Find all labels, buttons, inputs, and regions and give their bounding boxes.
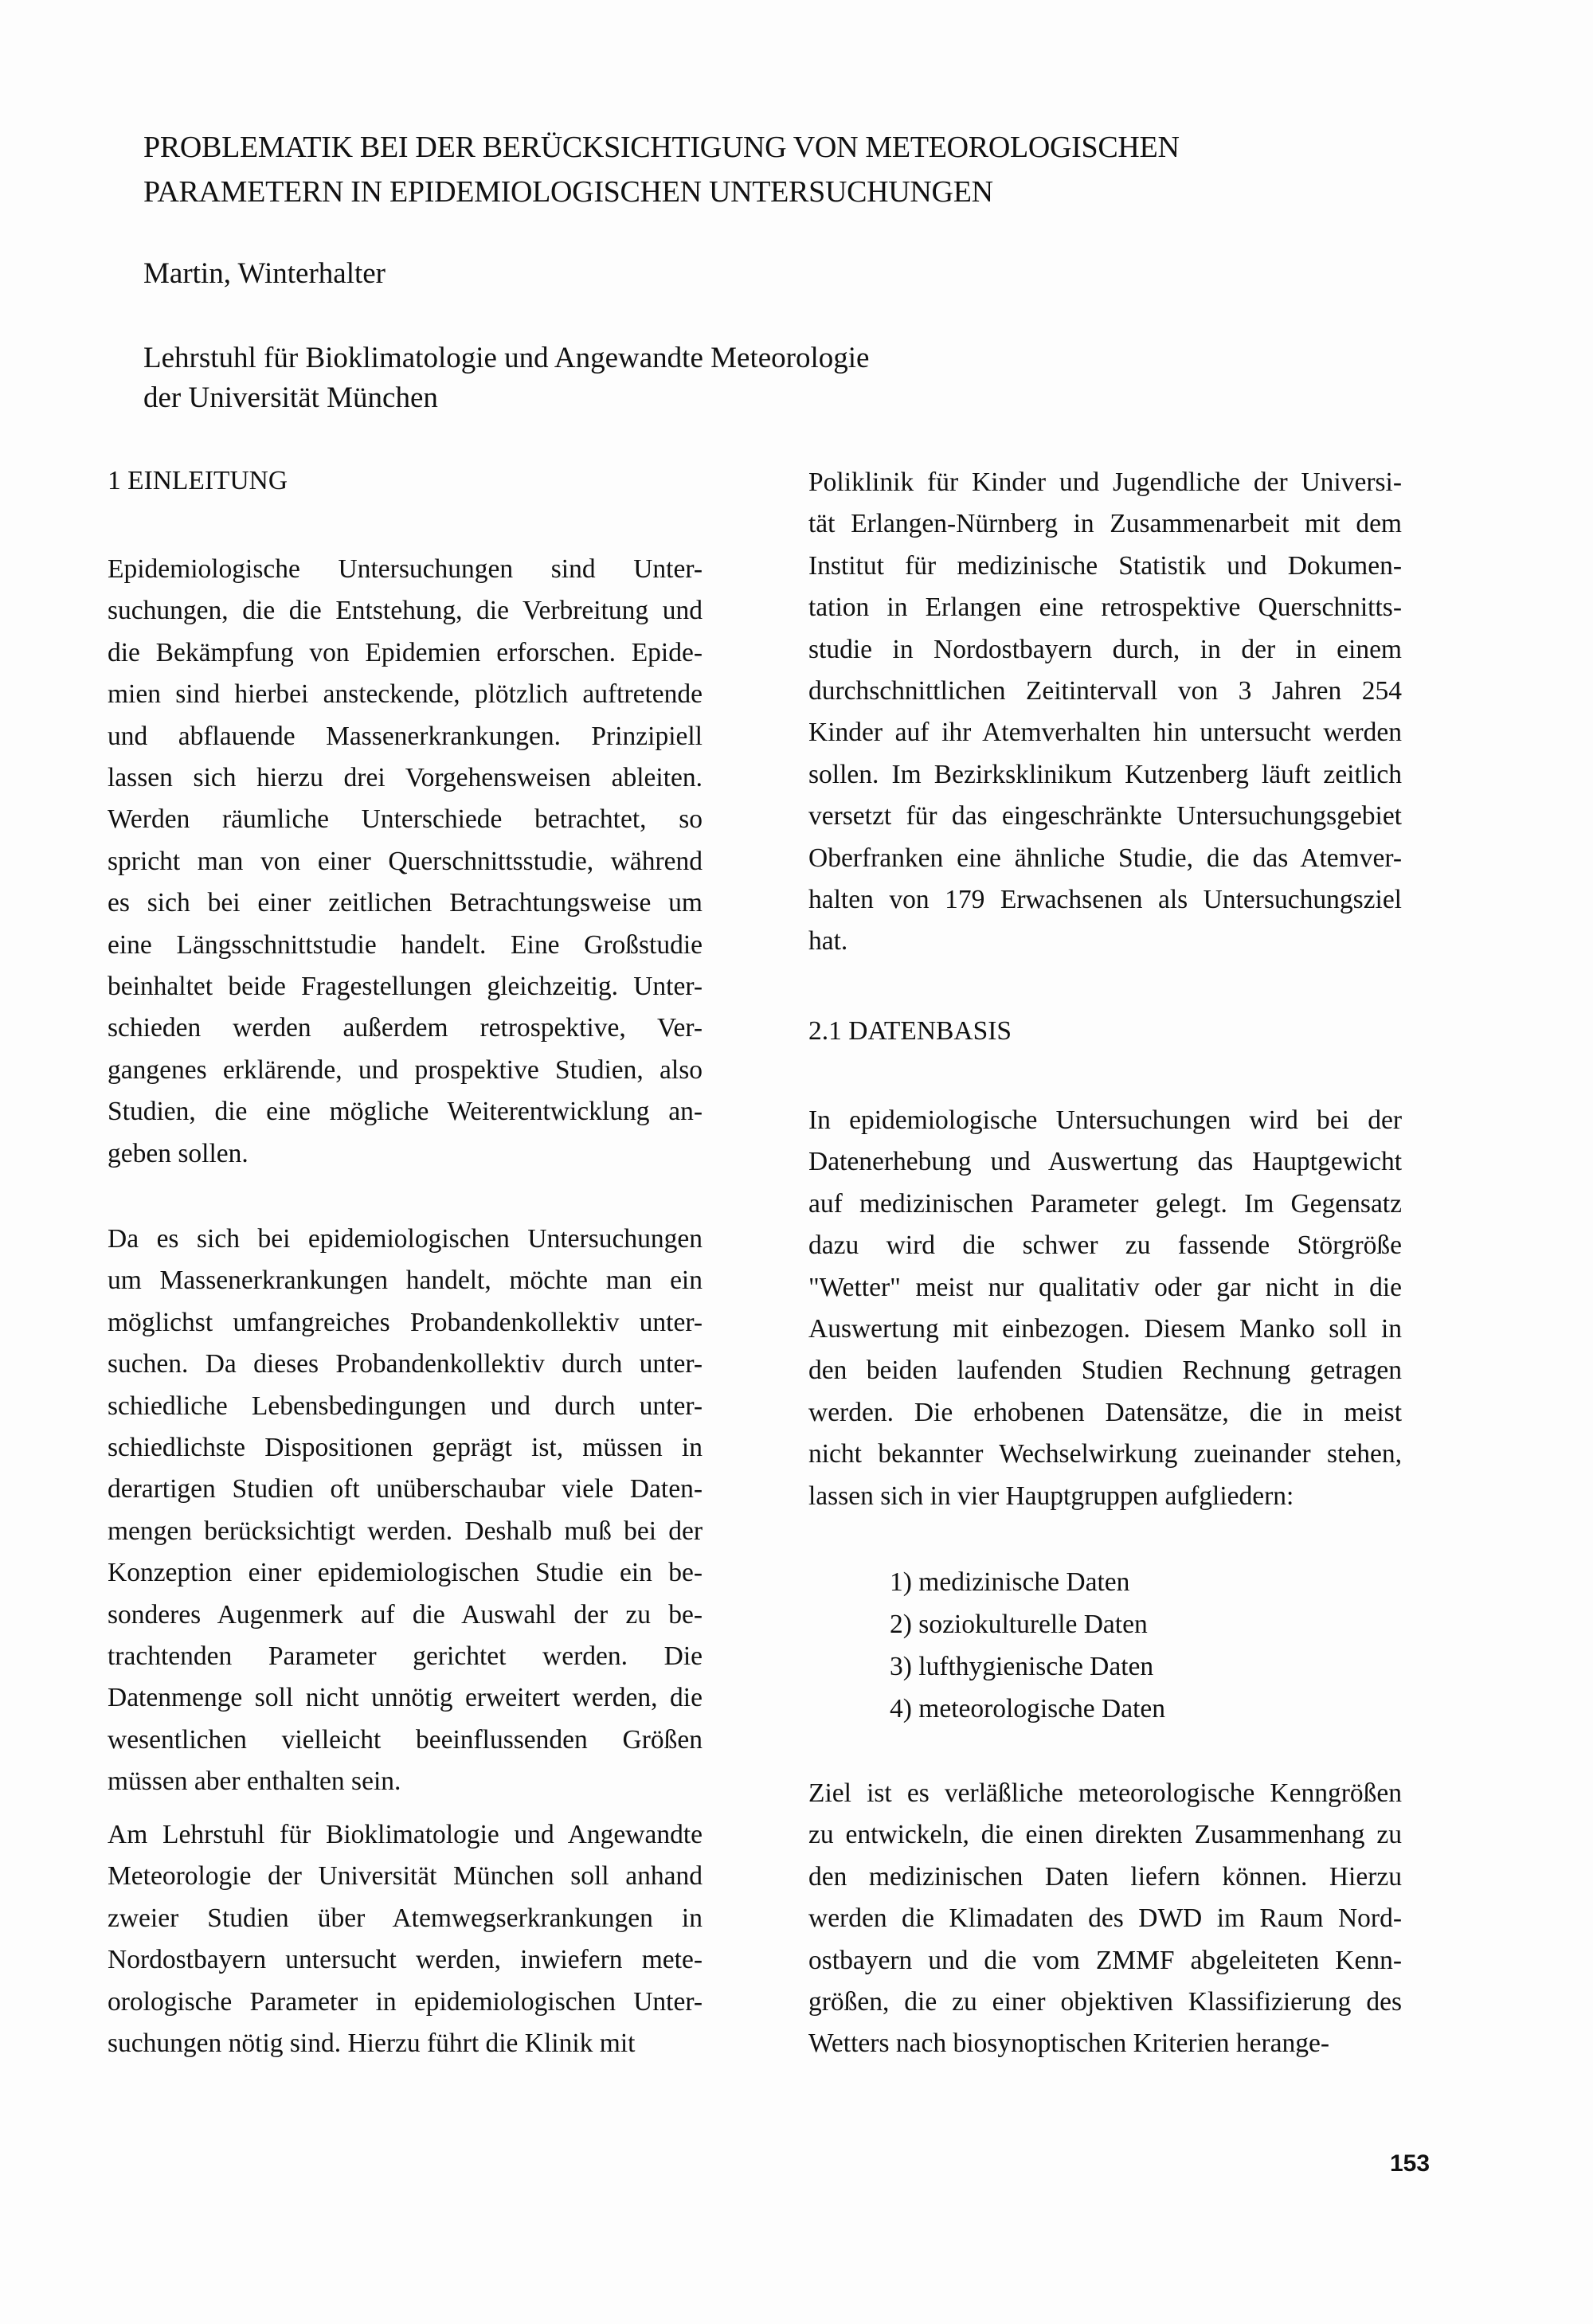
body-text-line: Ziel ist es verläßliche meteorologische Kenngrößen <box>808 1778 1402 1808</box>
body-text-line: Wetters nach biosynoptischen Kriterien herange- <box>808 2029 1330 2059</box>
body-text-line: den medizinischen Daten liefern können. Hierzu <box>808 1861 1402 1892</box>
body-text-line: schieden werden außerdem retrospektive, Ver- <box>108 1013 703 1043</box>
body-text-line: mien sind hierbei ansteckende, plötzlich auftretende <box>108 679 703 710</box>
body-text-line: derartigen Studien oft unüberschaubar viele Daten- <box>108 1474 703 1504</box>
page-number: 153 <box>1390 2150 1431 2177</box>
body-text-line: Institut für medizinische Statistik und Dokumen- <box>808 550 1402 581</box>
body-text-line: suchungen nötig sind. Hierzu führt die Klinik mit <box>108 2029 636 2058</box>
body-text-line: größen, die zu einer objektiven Klassifizierung des <box>808 1987 1402 2017</box>
body-text-line: Am Lehrstuhl für Bioklimatologie und Angewandte <box>108 1820 703 1849</box>
body-text-line: tät Erlangen-Nürnberg in Zusammenarbeit mit dem <box>808 509 1402 539</box>
body-text-line: zu entwickeln, die einen direkten Zusammenhang zu <box>808 1820 1402 1850</box>
affiliation-line: Lehrstuhl für Bioklimatologie und Angewandte Meteorologie <box>143 342 870 374</box>
author: Martin, Winterhalter <box>143 257 386 290</box>
body-text-line: suchungen, die die Entstehung, die Verbreitung und <box>108 596 703 626</box>
data-group-list-item: 4) meteorologische Daten <box>890 1694 1166 1723</box>
title-line: PARAMETERN IN EPIDEMIOLOGISCHEN UNTERSUCHUNGEN <box>143 175 993 209</box>
body-text-line: Werden räumliche Unterschiede betrachtet, so <box>108 804 703 835</box>
body-text-line: gangenes erklärende, und prospektive Studien, also <box>108 1054 703 1085</box>
body-text-line: geben sollen. <box>108 1138 249 1168</box>
body-text-line: werden. Die erhobenen Datensätze, die in meist <box>808 1397 1402 1427</box>
body-text-line: dazu wird die schwer zu fassende Störgröße <box>808 1230 1402 1261</box>
body-text-line: und abflauende Massenerkrankungen. Prinzipiell <box>108 721 703 751</box>
body-text-line: tation in Erlangen eine retrospektive Querschnitts- <box>808 593 1402 623</box>
body-text-line: Da es sich bei epidemiologischen Untersuchungen <box>108 1224 703 1254</box>
body-text-line: beinhaltet beide Fragestellungen gleichzeitig. Unter- <box>108 972 703 1001</box>
data-group-list-item: 1) medizinische Daten <box>890 1567 1130 1597</box>
body-text-line: eine Längsschnittstudie handelt. Eine Großstudie <box>108 929 703 960</box>
body-text-line: orologische Parameter in epidemiologischen Unter- <box>108 1986 703 2017</box>
body-text-line: suchen. Da dieses Probandenkollektiv durch unter- <box>108 1349 703 1379</box>
body-text-line: lassen sich in vier Hauptgruppen aufgliedern: <box>808 1481 1294 1511</box>
body-text-line: Oberfranken eine ähnliche Studie, die das Atemver- <box>808 843 1402 873</box>
body-text-line: versetzt für das eingeschränkte Untersuchungsgebiet <box>808 801 1402 831</box>
title-line: PROBLEMATIK BEI DER BERÜCKSICHTIGUNG VON METEOROLOGISCHEN <box>143 131 1180 164</box>
body-text-line: sollen. Im Bezirksklinikum Kutzenberg läuft zeitlich <box>808 759 1402 789</box>
body-text-line: Meteorologie der Universität München soll anhand <box>108 1861 703 1892</box>
body-text-line: schiedliche Lebensbedingungen und durch unter- <box>108 1391 703 1421</box>
body-text-line: trachtenden Parameter gerichtet werden. Die <box>108 1641 703 1671</box>
body-text-line: schiedlichste Dispositionen geprägt ist, müssen in <box>108 1433 703 1462</box>
body-text-line: ostbayern und die vom ZMMF abgeleiteten Kenn- <box>808 1945 1402 1975</box>
body-text-line: halten von 179 Erwachsenen als Untersuchungsziel <box>808 885 1402 914</box>
body-text-line: hat. <box>808 926 848 957</box>
body-text-line: studie in Nordostbayern durch, in der in einem <box>808 634 1402 664</box>
body-text-line: den beiden laufenden Studien Rechnung getragen <box>808 1356 1402 1386</box>
body-text-line: Studien, die eine mögliche Weiterentwicklung an- <box>108 1097 703 1127</box>
body-text-line: Kinder auf ihr Atemverhalten hin untersucht werden <box>808 718 1402 748</box>
section-heading-datenbasis: 2.1 DATENBASIS <box>808 1016 1012 1046</box>
body-text-line: "Wetter" meist nur qualitativ oder gar nicht in die <box>808 1272 1402 1302</box>
body-text-line: Nordostbayern untersucht werden, inwiefern mete- <box>108 1945 703 1975</box>
body-text-line: die Bekämpfung von Epidemien erforschen. Epide- <box>108 637 703 667</box>
body-text-line: lassen sich hierzu drei Vorgehensweisen ableiten. <box>108 763 703 792</box>
body-text-line: Konzeption einer epidemiologischen Studie ein be- <box>108 1558 703 1588</box>
data-group-list-item: 3) lufthygienische Daten <box>890 1652 1154 1681</box>
body-text-line: In epidemiologische Untersuchungen wird bei der <box>808 1105 1402 1135</box>
body-text-line: Datenmenge soll nicht unnötig erweitert werden, die <box>108 1683 703 1713</box>
body-text-line: Poliklinik für Kinder und Jugendliche der Universi- <box>808 468 1402 497</box>
body-text-line: es sich bei einer zeitlichen Betrachtungsweise um <box>108 888 703 918</box>
section-heading-einleitung: 1 EINLEITUNG <box>108 466 288 495</box>
affiliation-line: der Universität München <box>143 381 438 414</box>
body-text-line: Epidemiologische Untersuchungen sind Unter- <box>108 554 703 584</box>
body-text-line: werden die Klimadaten des DWD im Raum Nord- <box>808 1903 1402 1934</box>
body-text-line: um Massenerkrankungen handelt, möchte man ein <box>108 1266 703 1296</box>
data-group-list-item: 2) soziokulturelle Daten <box>890 1610 1148 1639</box>
body-text-line: Datenerhebung und Auswertung das Hauptgewicht <box>808 1147 1402 1177</box>
body-text-line: Auswertung mit einbezogen. Diesem Manko soll in <box>808 1314 1402 1344</box>
body-text-line: mengen berücksichtigt werden. Deshalb muß bei der <box>108 1516 703 1546</box>
body-text-line: zweier Studien über Atemwegserkrankungen in <box>108 1903 703 1933</box>
body-text-line: auf medizinischen Parameter gelegt. Im Gegensatz <box>808 1188 1402 1219</box>
body-text-line: durchschnittlichen Zeitintervall von 3 Jahren 254 <box>808 676 1402 706</box>
body-text-line: nicht bekannter Wechselwirkung zueinander stehen, <box>808 1439 1402 1469</box>
body-text-line: sonderes Augenmerk auf die Auswahl der zu be- <box>108 1599 703 1630</box>
body-text-line: wesentlichen vielleicht beeinflussenden Größen <box>108 1724 703 1755</box>
body-text-line: spricht man von einer Querschnittsstudie, während <box>108 846 703 876</box>
body-text-line: möglichst umfangreiches Probandenkollektiv unter- <box>108 1307 703 1337</box>
body-text-line: müssen aber enthalten sein. <box>108 1766 401 1797</box>
